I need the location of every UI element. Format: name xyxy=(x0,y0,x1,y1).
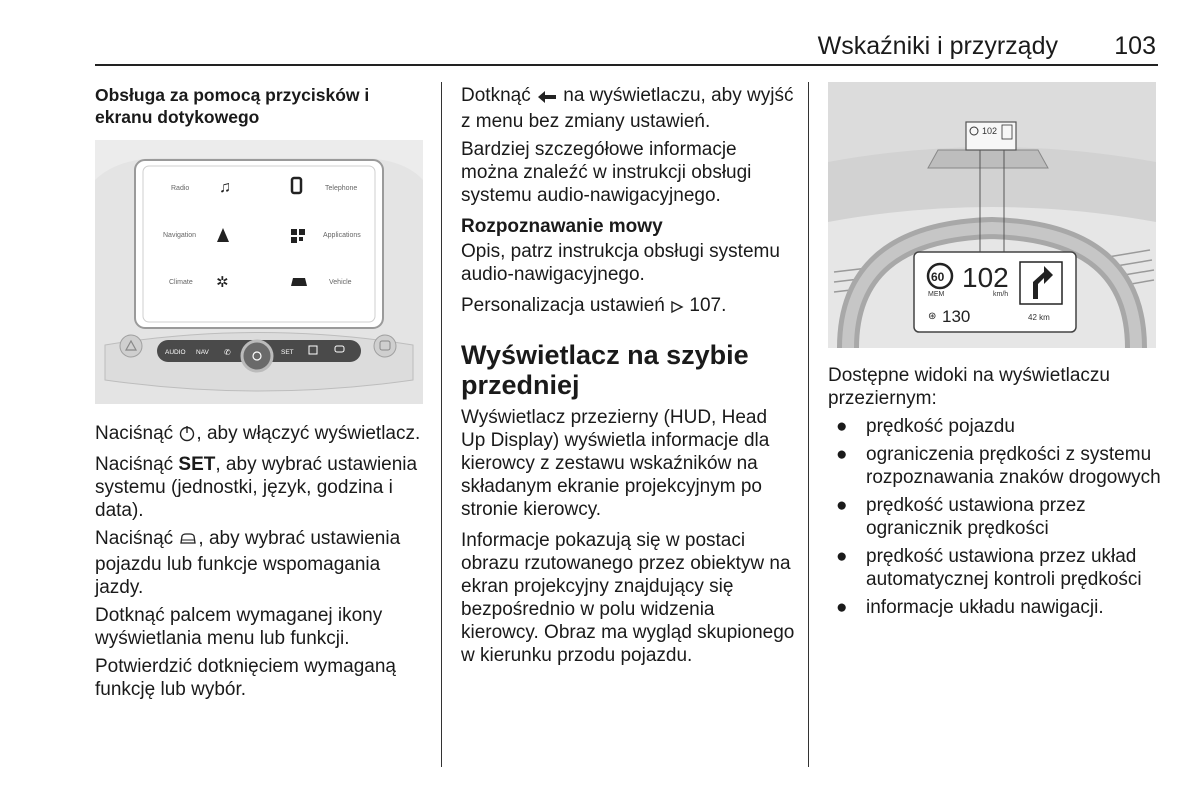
cruise-control-icon: ⊛ xyxy=(928,311,937,322)
column-1 xyxy=(95,84,425,128)
page-reference-icon xyxy=(670,297,684,320)
hud-set-speed: 130 xyxy=(942,307,971,326)
text-vehicle-desc: , aby wybrać ustawienia pojazdu lub funkcje wspomagania jazdy. xyxy=(95,528,401,598)
list-item-text: prędkość pojazdu xyxy=(866,416,1015,437)
hud-illustration xyxy=(828,82,1156,348)
text-press: Naciśnąć xyxy=(95,454,179,475)
list-item: ● prędkość ustawiona przez układ automatycznej kontroli prędkości xyxy=(836,546,1142,590)
infotainment-illustration xyxy=(95,140,423,404)
paragraph-back xyxy=(461,84,796,133)
vehicle-icon xyxy=(178,530,198,553)
vehicle-icon xyxy=(291,278,307,286)
list-item: ● prędkość pojazdu xyxy=(836,416,1015,437)
menu-applications: Applications xyxy=(323,232,361,239)
audio-button[interactable]: AUDIO xyxy=(165,349,186,356)
list-item: ● prędkość ustawiona przez ogranicznik prędkości xyxy=(836,495,1086,539)
column-1-body xyxy=(95,422,425,706)
text-press: Naciśnąć xyxy=(95,528,179,549)
hud-speed-limit: 60 xyxy=(931,270,945,284)
header-title: Wskaźniki i przyrządy xyxy=(817,32,1058,60)
section-heading-touch xyxy=(95,84,425,128)
menu-climate: Climate xyxy=(169,279,193,286)
text-back-desc: na wyświetlaczu, aby wyjść z menu bez zmiany ustawień. xyxy=(461,85,794,132)
paragraph-details: Bardziej szczegółowe informacje można znaleźć w instrukcji obsługi systemu audio-nawigacyjnego. xyxy=(461,139,752,206)
menu-navigation: Navigation xyxy=(163,232,197,239)
paragraph-voice: Opis, patrz instrukcja obsługi systemu audio-nawigacyjnego. xyxy=(461,241,780,285)
heading-line-1: Obsługa za pomocą przycisków i xyxy=(95,85,370,105)
back-arrow-icon xyxy=(536,87,558,110)
set-label: SET xyxy=(178,454,216,475)
list-item-text: informacje układu nawigacji. xyxy=(866,597,1104,618)
phone-button-icon: ✆ xyxy=(224,348,231,357)
column-divider-2 xyxy=(808,82,809,767)
text-personalization: Personalizacja ustawień xyxy=(461,295,671,316)
column-3 xyxy=(828,364,1163,624)
list-item: ● informacje układu nawigacji. xyxy=(836,597,1104,618)
hud-mem: MEM xyxy=(928,291,945,298)
list-item: ● ograniczenia prędkości z systemu rozpoznawania znaków drogowych xyxy=(836,444,1161,488)
menu-vehicle: Vehicle xyxy=(329,279,352,286)
menu-radio: Radio xyxy=(171,185,190,192)
header-rule xyxy=(95,64,1158,66)
hud-small-speed: 102 xyxy=(982,126,998,136)
hud-unit: km/h xyxy=(993,291,1009,298)
climate-fan-icon: ✲ xyxy=(216,274,229,291)
set-button[interactable]: SET xyxy=(281,349,294,356)
paragraph-views-intro: Dostępne widoki na wyświetlaczu przeziernym: xyxy=(828,365,1110,409)
paragraph-vehicle xyxy=(95,527,425,599)
menu-telephone: Telephone xyxy=(325,185,358,192)
list-item-text: prędkość ustawiona przez układ automatycznej kontroli prędkości xyxy=(866,546,1142,590)
page-number: 103 xyxy=(1114,32,1156,60)
text-power-desc: , aby włączyć wyświetlacz. xyxy=(196,423,421,444)
power-knob[interactable] xyxy=(242,341,272,371)
music-note-icon: ♫ xyxy=(219,179,231,196)
list-item-text: prędkość ustawiona przez ogranicznik prędkości xyxy=(866,495,1086,539)
column-divider-1 xyxy=(441,82,442,767)
list-item-text: ograniczenia prędkości z systemu rozpoznawania znaków drogowych xyxy=(866,444,1161,488)
paragraph-personalization xyxy=(461,294,796,320)
paragraph-hud-intro: Wyświetlacz przezierny (HUD, Head Up Display) wyświetla informacje dla kierowcy z zestawu wskaźników na składanym ekranie projekcyjnym po stronie kierowcy. xyxy=(461,407,770,520)
hud-distance: 42 km xyxy=(1028,313,1050,322)
column-2 xyxy=(461,84,796,672)
text-set-desc: , aby wybrać ustawienia systemu (jednostki, język, godzina i data). xyxy=(95,454,418,521)
text-press: Naciśnąć xyxy=(95,423,179,444)
subheading-voice: Rozpoznawanie mowy xyxy=(461,216,663,237)
paragraph-confirm: Potwierdzić dotknięciem wymaganą funkcję lub wybór. xyxy=(95,656,396,700)
page-ref-number: 107. xyxy=(684,295,727,316)
text-touch: Dotknąć xyxy=(461,85,536,106)
paragraph-power xyxy=(95,422,425,448)
paragraph-touch: Dotknąć palcem wymaganej ikony wyświetlania menu lub funkcji. xyxy=(95,605,383,649)
heading-line-2: ekranu dotykowego xyxy=(95,107,260,127)
power-icon xyxy=(178,424,196,448)
hud-speed: 102 xyxy=(962,262,1009,293)
paragraph-set xyxy=(95,453,425,522)
views-list xyxy=(828,415,1163,619)
paragraph-hud-info: Informacje pokazują się w postaci obrazu rzutowanego przez obiektyw na ekran projekcyjny znajdujący się bezpośrednio w polu widzenia kierowcy. Obraz ma wygląd skupionego w kierunku przodu pojazdu. xyxy=(461,530,795,666)
section-title-hud: Wyświetlacz na szybie przedniej xyxy=(461,340,749,400)
nav-button[interactable]: NAV xyxy=(196,349,209,356)
